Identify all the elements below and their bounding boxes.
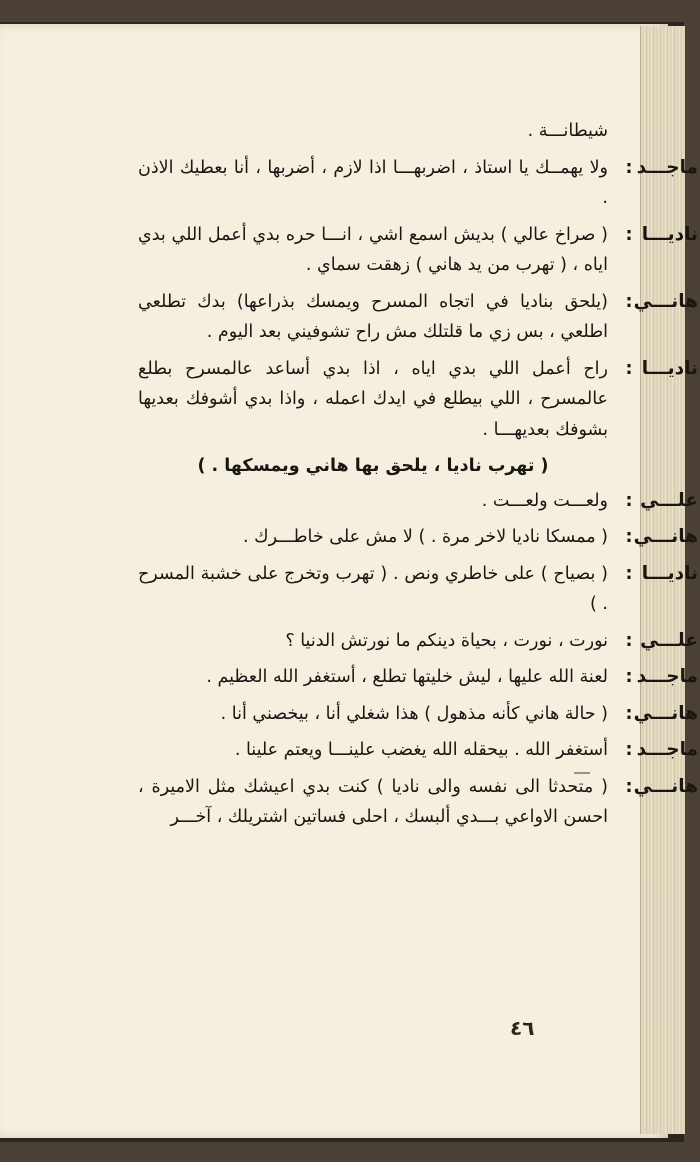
speaker-name: ماجـــد [636, 666, 698, 687]
colon: : [625, 630, 633, 651]
dialogue-text: ولا يهمــك يا استاذ ، اضربهـــا اذا لازم ، أضربها ، أنا بعطيك الاذن . [138, 157, 608, 208]
colon: : [625, 224, 633, 245]
dialogue-text: ( بصياح ) على خاطري ونص . ( تهرب وتخرج على خشبة المسرح . ) [138, 563, 608, 614]
dialogue-entry [138, 153, 698, 214]
dialogue-entry [138, 626, 698, 657]
dialogue-text: نورت ، نورت ، بحياة دينكم ما نورتش الدنيا ؟ [285, 630, 608, 651]
speaker-name: ماجـــد [636, 156, 698, 178]
colon: : [625, 740, 633, 760]
dialogue-entry [138, 354, 698, 446]
dialogue-entry [138, 662, 698, 693]
opening-line-text: شيطانـــة . [527, 121, 608, 141]
colon: : [625, 703, 633, 724]
dialogue-text: راح أعمل اللي بدي اياه ، اذا بدي أساعد عالمسرح بطلع عالمسرح ، اللي بيطلع في ايدك اعمله ، واذا بدي أشوفك بعديها بشوفك بعديهـــا . [138, 358, 608, 440]
speaker-name: ناديـــا [641, 562, 698, 584]
speaker-name: ماجـــد [636, 739, 698, 760]
dialogue-entry [138, 522, 698, 553]
colon: : [625, 667, 633, 687]
speaker-name: علـــي [640, 489, 698, 511]
speaker-name: ناديـــا [641, 357, 698, 379]
speaker-name: هانـــي [633, 526, 698, 547]
colon: : [625, 490, 633, 511]
opening-line [138, 116, 608, 147]
speaker-name: علـــي [640, 629, 698, 651]
dialogue-text: (يلحق بناديا في اتجاه المسرح ويمسك بذراعها) بدك تطلعي اطلعي ، بس زي ما قلتلك مش راح تشوفيني بعد اليوم . [138, 291, 608, 342]
colon: : [625, 527, 633, 547]
dialogue-text: ( حالة هاني كأنه مذهول ) هذا شغلي أنا ، بيخصني أنا . [220, 703, 608, 724]
speaker-name: هانـــي [633, 775, 698, 797]
colon: : [625, 776, 633, 797]
dialogue-entry [138, 735, 698, 766]
dialogue-text: أستغفر الله . بيحقله الله يغضب علينـــا ويعتم علينا . [234, 740, 608, 760]
dialogue-text: ( ممسكا ناديا لاخر مرة . ) لا مش على خاطـــرك . [243, 527, 608, 547]
dialogue-entry [138, 559, 698, 620]
dialogue-entry [138, 287, 698, 348]
speaker-name: ناديـــا [641, 223, 698, 245]
dialogue-text: ولعـــت ولعـــت . [481, 490, 608, 511]
dialogue-text: ( متحدثا الى نفسه والى ناديا ) كنت بدي اعيشك مثل الاميرة ، احسن الاواعي بـــدي ألبسك ، احلى فساتين اشتريلك ، آخـــر [138, 776, 608, 827]
dialogue-text: لعنة الله عليها ، ليش خليتها تطلع ، أستغفر الله العظيم . [206, 667, 608, 687]
dialogue-text: ( صراخ عالي ) بديش اسمع اشي ، انـــا حره بدي أعمل اللي بدي اياه ، ( تهرب من يد هاني ) زهقت سماي . [138, 224, 608, 275]
dialogue-entry [138, 486, 698, 517]
colon: : [625, 358, 633, 379]
dialogue-entry [138, 220, 698, 281]
dialogue-entry [138, 772, 698, 833]
speaker-name: هانـــي [633, 702, 698, 724]
stage-direction: ( تهرب ناديا ، يلحق بها هاني ويمسكها . ) [197, 456, 549, 476]
page-number: ٤٦ [510, 1016, 535, 1040]
colon: : [625, 563, 633, 584]
dialogue-entry [138, 699, 698, 730]
speaker-name: هانـــي [633, 290, 698, 312]
colon: : [625, 291, 633, 312]
play-text [138, 116, 698, 839]
colon: : [625, 157, 633, 178]
